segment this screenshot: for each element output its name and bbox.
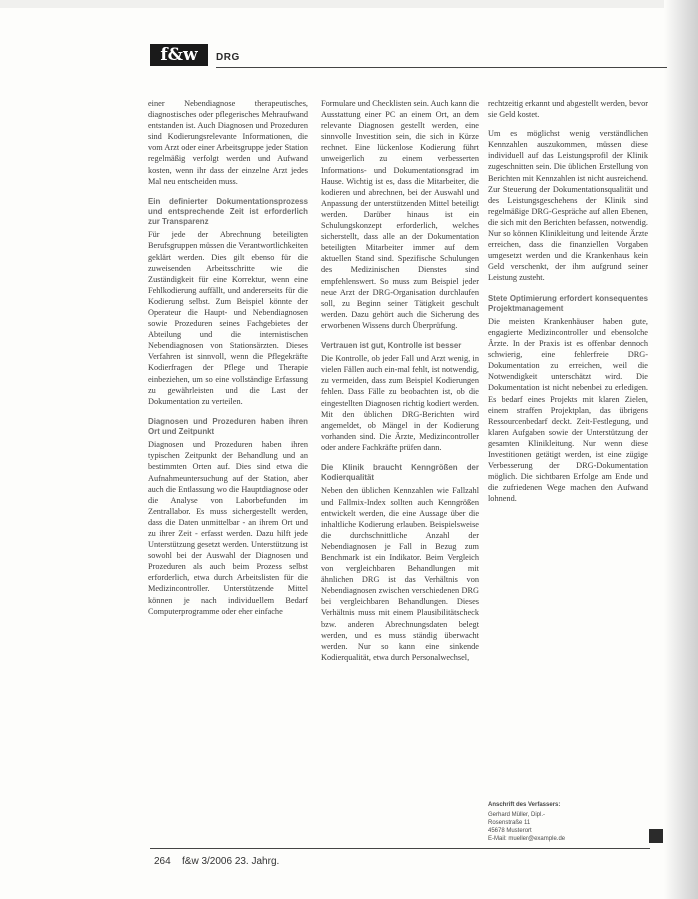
header-rule	[216, 67, 667, 68]
paragraph: Um es möglichst wenig verständlichen Kennzahlen auszukommen, müssen diese individuell auf das Leistungsprofil der Klinik zugeschnitten sein. Die üblichen Erstellung von Berichten mit Kennzahlen ist nicht ausreichend. Zur Steuerung der Dokumentationsqualität und des Leistungsgeschehens der Klinik sind regelmäßige DRG-Gespräche auf allen Ebenen, die sich mit den Berichten befassen, notwendig. Nur so können Klinikleitung und leitende Ärzte erreichen, dass die finanziellen Vorgaben umgesetzt werden und die Krankenhaus kein Geld verschenkt, der ihm aufgrund seiner Leistung zusteht.	[488, 129, 648, 283]
footer-rule	[150, 848, 650, 849]
subheading: Die Klinik braucht Kenngrößen der Kodierqualität	[321, 463, 479, 483]
contact-line: 45678 Musterort	[488, 828, 532, 834]
contact-line: Gerhard Müller, Dipl.-	[488, 812, 546, 818]
author-contact	[488, 801, 638, 843]
contact-line: E-Mail: mueller@example.de	[488, 836, 566, 842]
journal-issue: f&w 3/2006 23. Jahrg.	[182, 856, 280, 867]
paragraph: Neben den üblichen Kennzahlen wie Fallzahl und Fallmix-Index sollten auch Kenngrößen entwickelt werden, die eine Aussage über die inhaltliche Kodierung erlauben. Beispielsweise die durchschnittliche Anzahl der Nebendiagnosen je Fall in Bezug zum Benchmark ist ein Indikator. Beim Vergleich von vergleichbaren Behandlungen mit ähnlichen DRG ist das Verhältnis von Nebendiagnosen zwischen verschiedenen DRG bei vergleichbaren Behandlungen. Dieses Verhältnis muss mit einem Plausibilitätscheck bzw. anderen Abrechnungsdaten belegt werden, und es muss ständig überwacht werden. Nur so kann eine sinkende Kodierqualität, etwa durch Personalwechsel,	[321, 486, 479, 662]
page-number: 264	[154, 856, 171, 867]
subheading: Ein definierter Dokumentationsprozess und entsprechende Zeit ist erforderlich zur Transparenz	[148, 196, 308, 227]
text-column-1	[148, 98, 308, 625]
paragraph: einer Nebendiagnose therapeutisches, diagnostisches oder pflegerisches Mehraufwand entstanden ist. Auch Diagnosen und Prozeduren sind Kodierungsrelevante Informationen, die vom Arzt oder einer Arbeitsgruppe jeder Station regelmäßig verfolgt werden und Aufwand kosten, wenn ihr dass der einzelne Arzt jedes Mal neu entscheiden muss.	[148, 99, 308, 186]
contact-line: Rosenstraße 11	[488, 820, 531, 826]
text-column-3	[488, 98, 648, 513]
subheading: Vertrauen ist gut, Kontrolle ist besser	[321, 340, 462, 350]
scan-shadow-right	[664, 0, 698, 899]
paragraph: Die meisten Krankenhäuser haben gute, engagierte Medizincontroller und ebensolche Ärzte. In der Praxis ist es offenbar dennoch schwierig, eine fehlerfreie DRG-Dokumentation zu erreichen, weil die Notwendigkeit unterschätzt wird. Die Dokumentation ist nicht nebenbei zu erledigen. Es bedarf eines Projekts mit klaren Zielen, einem straffen Projektplan, das übrigens Ressourcenbedarf deckt. Zeit-Festlegung, und klaren Aufgaben sowie der Unterstützung der gesamten Klinikleitung. Nur wenn diese Investitionen getätigt werden, ist eine zügige Verbesserung der DRG-Dokumentation möglich. Die sichtbaren Erfolge am Ende und die zufriedenen Wege machen den Aufwand lohnend.	[488, 316, 648, 504]
page-header	[150, 44, 670, 68]
subheading: Stete Optimierung erfordert konsequentes Projektmanagement	[488, 293, 648, 313]
contact-label: Anschrift des Verfassers:	[488, 802, 561, 808]
page-footer	[150, 848, 670, 878]
paragraph: rechtzeitig erkannt und abgestellt werden, bevor sie Geld kostet.	[488, 99, 648, 120]
paragraph: Diagnosen und Prozeduren haben ihren typischen Zeitpunkt der Behandlung und an bestimmten Orten auf. Dies sind etwa die Aufnahmeuntersuchung auf der Station, aber auch die Entlassung wo die Hauptdiagnose oder die Analyse von Laborbefunden im Zentrallabor. Es muss sichergestellt werden, dass die Daten unmittelbar - an ihrem Ort und zu ihrer Zeit - erfasst werden. Dazu hilft jede Unterstützung gesetzt werden. Unterstützung ist sowohl bei der Auswahl der Diagnosen und Prozeduren als auch beim Prozess selbst erforderlich, etwa durch Arbeitslisten für die Medizincontroller. Unterstützende Mittel können je nach individuellem Bedarf Computerprogramme oder eher einfache	[148, 440, 308, 616]
journal-logo: f&w	[150, 44, 208, 66]
text-column-2	[321, 98, 479, 671]
paragraph: Für jede der Abrechnung beteiligten Berufsgruppen müssen die Verantwortlichkeiten geklärt werden. Dies gilt ebenso für die zuweisenden Arbeitsschritte wie die Zuständigkeit für eine Korrektur, wenn eine Fehlkodierung auffällt, und andererseits für die Kodierung selbst. Zum Beispiel könnte der Operateur die Haupt- und Nebendiagnosen sowie Prozeduren seines Fachgebietes der Abteilung und die internistischen Nebendiagnosen von Stationsärzten. Dieses Verfahren ist sinnvoll, wenn die Pflegekräfte Kodierfragen der Pflege und Therapie einbeziehen, um so eine vollständige Erfassung zu gewährleisten und die Last der Dokumentation zu verteilen.	[148, 230, 308, 406]
scan-edge-top	[0, 0, 698, 8]
section-label: DRG	[216, 52, 240, 63]
paragraph: Die Kontrolle, ob jeder Fall und Arzt wenig, in vielen Fällen auch ein-mal fehlt, ist notwendig, zu vermeiden, dass zum Beispiel Kodierungen fehlen. Dass Fälle zu beobachten ist, ob die eingestellten Diagnosen richtig kodiert werden. Mit den üblichen DRG-Berichten wird angemeldet, ob Mängel in der Kodierung vorhanden sind. Die Ärzte, Medizincontroller oder andere Fachkräfte prüfen dann.	[321, 354, 479, 452]
end-of-article-mark	[649, 829, 663, 843]
paragraph: Formulare und Checklisten sein. Auch kann die Ausstattung einer PC an einem Ort, an dem relevante Diagnosen gestellt werden, eine sinnvolle Investition sein, die sich in Kürze rechnet. Eine lückenlose Kodierung führt unweigerlich zu einem verbesserten Informations- und Dokumentationsgrad im Hause. Wichtig ist es, dass die Mitarbeiter, die kodieren und abrechnen, bei der Auswahl und Anpassung der unterstützenden Mittel beteiligt werden. Darüber hinaus ist ein Schulungskonzept erforderlich, welches sicherstellt, dass alle an der Dokumentation beteiligten Mitarbeiter immer auf dem aktuellen Stand sind. Spezifische Schulungen des Medizinischen Dienstes sind empfehlenswert. So muss zum Beispiel jeder neue Arzt der DRG-Organisation durchlaufen soll, zu Beginn seiner Tätigkeit geschult werden. Dazu gehört auch die Sicherung des erworbenen Wissens durch Überprüfung.	[321, 99, 479, 330]
subheading: Diagnosen und Prozeduren haben ihren Ort und Zeitpunkt	[148, 416, 308, 437]
